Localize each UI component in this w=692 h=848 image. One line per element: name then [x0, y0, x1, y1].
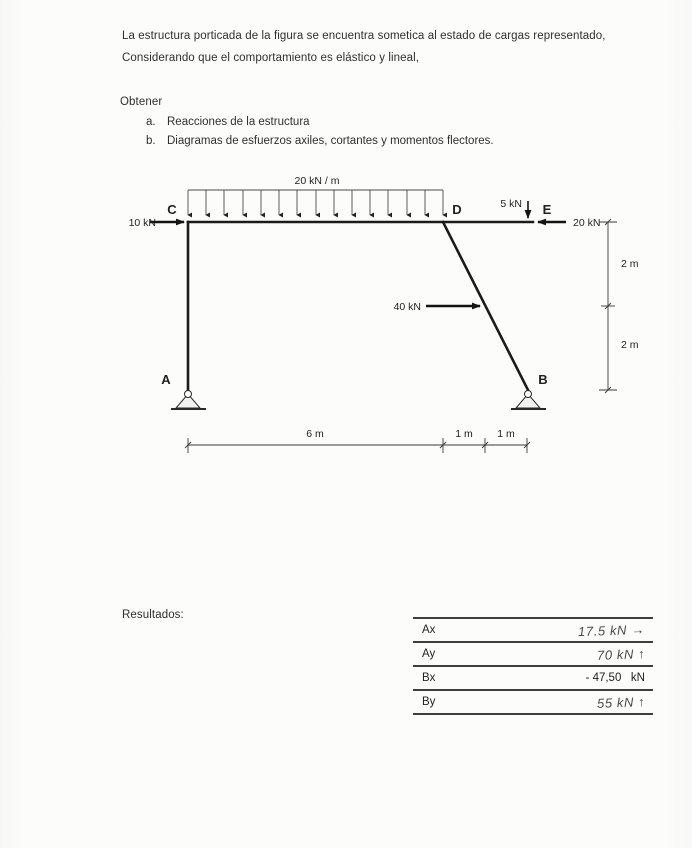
results-row-ay-label: Ay — [422, 648, 436, 660]
intro-line-1: La estructura porticada de la figura se encuentra sometica al estado de cargas representado, — [122, 30, 606, 42]
frame-diagram — [118, 168, 668, 468]
force-40kn-label: 40 kN — [393, 301, 421, 313]
results-row-ax-value: 17.5 kN → — [577, 621, 646, 639]
results-row-bx-label: Bx — [422, 672, 436, 684]
results-row-by-label: By — [422, 696, 436, 708]
force-20kn-label: 20 kN — [573, 217, 601, 229]
results-row-bx — [413, 665, 653, 689]
frame-members — [188, 222, 533, 390]
dim-6m-label: 6 m — [306, 428, 324, 440]
node-label-b: B — [538, 372, 548, 387]
results-heading: Resultados: — [122, 609, 184, 621]
task-item-b-marker: b. — [146, 135, 156, 147]
results-row-ax — [413, 617, 653, 641]
task-item-b — [146, 135, 494, 147]
horizontal-dimension-line — [185, 438, 530, 453]
results-row-ay-value: 70 kN ↑ — [596, 645, 646, 663]
results-row-ay — [413, 641, 653, 665]
dim-2m-bottom-label: 2 m — [621, 339, 639, 351]
distributed-load — [188, 190, 443, 215]
node-label-e: E — [542, 202, 552, 217]
distributed-load-label: 20 kN / m — [294, 175, 340, 187]
pin-support-a — [171, 391, 206, 410]
results-row-by-value: 55 kN ↑ — [596, 693, 646, 711]
node-label-a: A — [161, 372, 171, 387]
intro-line-2: Considerando que el comportamiento es elástico y lineal, — [122, 52, 420, 64]
obtain-heading: Obtener — [120, 96, 163, 108]
task-item-a-text: Reacciones de la estructura — [167, 116, 310, 128]
results-table — [413, 617, 653, 715]
force-5kn-label: 5 kN — [500, 198, 522, 210]
task-item-a — [146, 116, 310, 128]
dim-1m-left-label: 1 m — [455, 428, 473, 440]
task-item-b-text: Diagramas de esfuerzos axiles, cortantes y momentos flectores. — [167, 135, 494, 147]
results-row-bx-value: - 47,50 kN — [585, 672, 645, 684]
node-label-d: D — [452, 202, 462, 217]
dim-1m-right-label: 1 m — [497, 428, 515, 440]
vertical-dimension-line — [599, 219, 617, 393]
pin-support-b — [511, 391, 546, 410]
task-item-a-marker: a. — [146, 116, 156, 128]
frame-diagram-svg — [118, 168, 668, 468]
results-row-by — [413, 689, 653, 713]
results-row-ax-label: Ax — [422, 624, 436, 636]
dim-2m-top-label: 2 m — [621, 258, 639, 270]
force-10kn-label: 10 kN — [128, 217, 156, 229]
node-label-c: C — [167, 202, 177, 217]
